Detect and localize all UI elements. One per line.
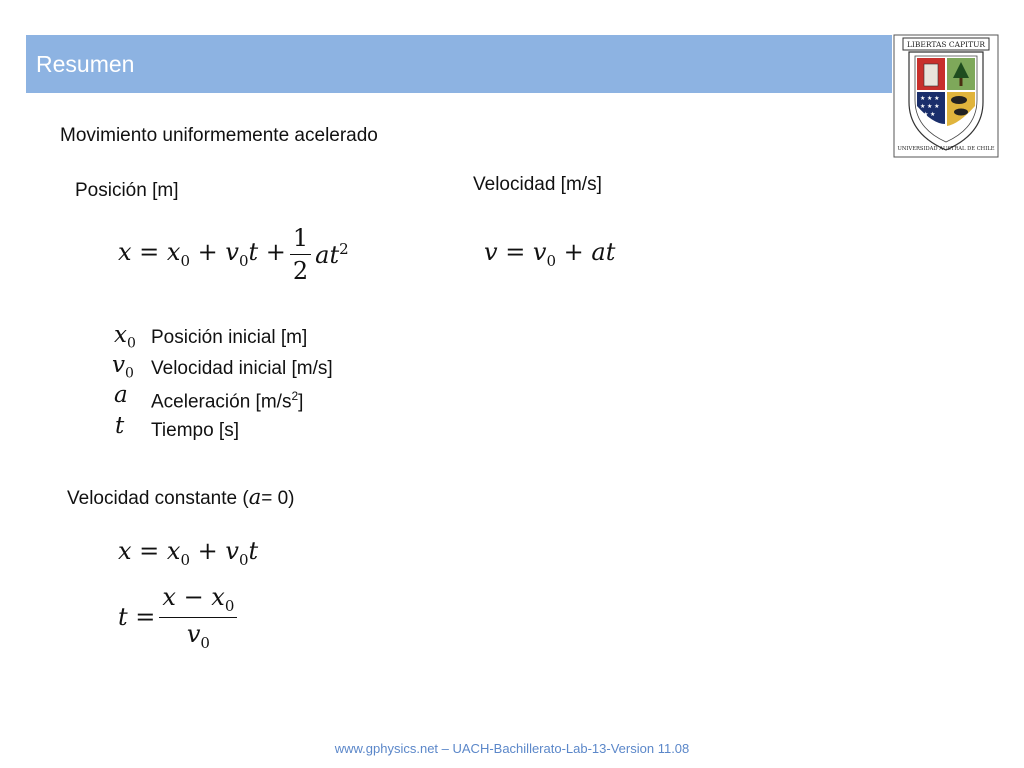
legend-symbol: t [115,413,125,439]
legend-text: Aceleración $[m/s^2]$ [151,389,304,413]
legend-symbol: $v_0$ [112,352,134,382]
legend-text: Tiempo [s] [151,420,239,441]
legend-symbol: $x_0$ [114,322,136,352]
slide-title: Resumen [36,51,135,77]
section-heading: Movimiento uniformemente acelerado [60,125,378,146]
university-crest-logo [893,34,999,158]
legend-text: Posición inicial [m] [151,327,308,348]
velocity-equation: $v = v_0$ + at [484,238,616,270]
footer-text: www.gphysics.net – UACH-Bachillerato-Lab-13-Version 11.08 [334,741,690,756]
svg-text:UNIVERSIDAD AUSTRAL DE CHILE: UNIVERSIDAD AUSTRAL DE CHILE [897,146,995,152]
time-equation: t = $\frac{x - x_0}{v_0}$ [118,582,241,652]
position-label: Posición [m] [75,180,179,201]
svg-text:★ ★: ★ ★ [923,112,936,118]
legend-symbol: a [114,382,128,408]
position-equation: $x = x_0 + v_0t$ + $\frac{1}{2}$ $at^2$ [118,223,349,285]
legend-text: Velocidad inicial [m/s] [151,358,333,379]
svg-text:★ ★ ★: ★ ★ ★ [920,96,940,102]
velocity-label: Velocidad [m/s] [473,174,602,195]
svg-text:★ ★ ★: ★ ★ ★ [920,104,940,110]
constant-velocity-equation: $x = x_0 + v_0t$ [118,537,259,569]
svg-text:LIBERTAS CAPITUR: LIBERTAS CAPITUR [906,40,986,49]
constant-velocity-label: Velocidad constante (a= 0) [67,485,295,509]
title-bar [26,35,892,93]
